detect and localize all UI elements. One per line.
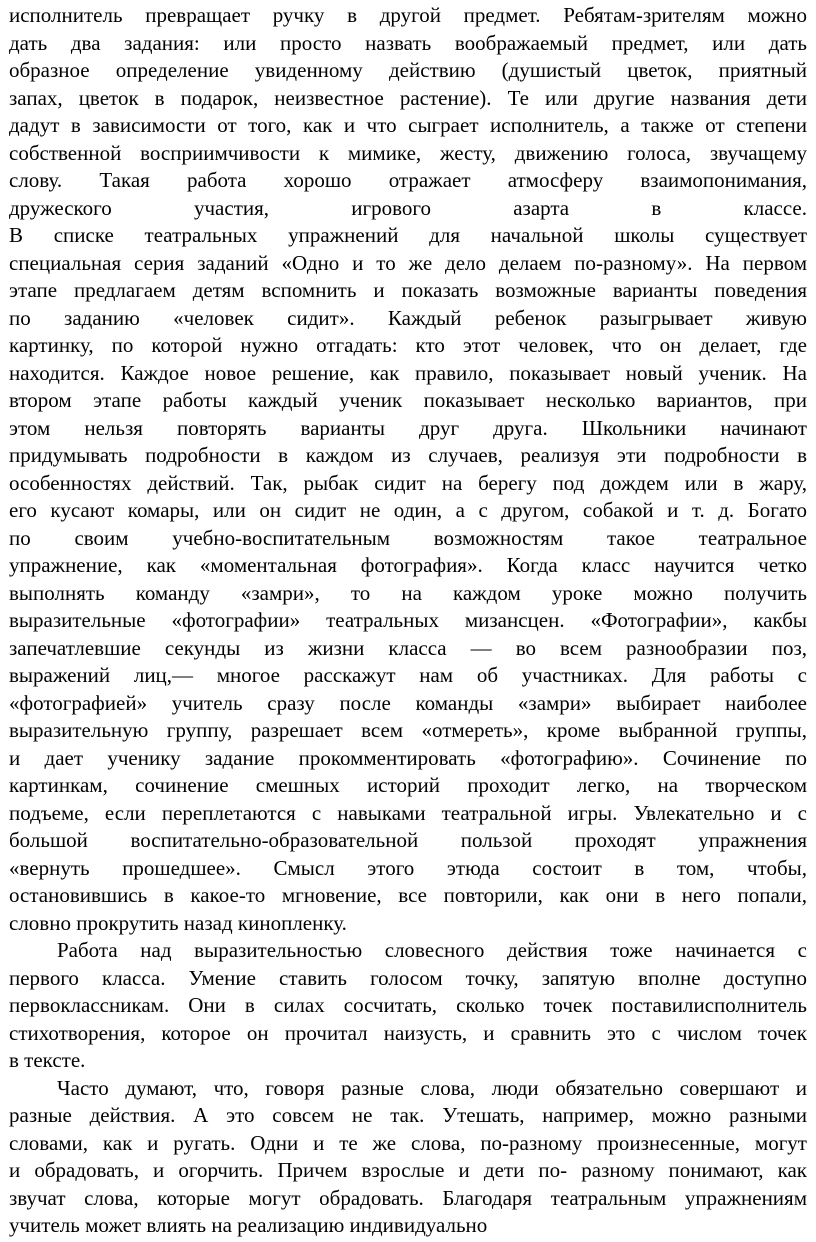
text-line: Работа над выразительностью словесного действия тоже начинается с (57, 938, 807, 962)
text-line: исполнитель превращает ручку в другой предмет. Ребятам-зрителям можно (9, 3, 807, 27)
text-line: словами, как и ругать. Одни и те же слова, по-разному произнесенные, могут (9, 1130, 807, 1155)
text-line: упражнение, как «моментальная фотография». Когда класс научится четко (9, 553, 807, 577)
text-line: втором этапе работы каждый ученик показывает несколько вариантов, при (9, 388, 807, 412)
text-line: и обрадовать, и огорчить. Причем взрослые и дети по- разному понимают, как (9, 1158, 807, 1182)
text-line: выразительные «фотографии» театральных мизансцен. «Фотографии», какбы (9, 608, 807, 632)
text-line: его кусают комары, или он сидит не один, а с другом, собакой и т. д. Богато (9, 498, 807, 522)
text-line: находится. Каждое новое решение, как правило, показывает новый ученик. На (9, 360, 807, 385)
text-line: большой воспитательно-образовательной пользой проходят упражнения (9, 828, 807, 852)
text-line: первоклассникам. Они в силах сосчитать, сколько точек поставилисполнитель (9, 993, 807, 1017)
text-line: выражений лиц,— многое расскажут нам об участниках. Для работы с (9, 663, 807, 687)
text-line: по заданию «человек сидит». Каждый ребенок разыгрывает живую (9, 305, 807, 330)
paragraph-1 (9, 2, 807, 937)
text-line: этапе предлагаем детям вспомнить и показать возможные варианты поведения (9, 278, 807, 302)
text-line: запах, цветок в подарок, неизвестное растение). Те или другие названия дети (9, 85, 807, 110)
text-line: и дает ученику задание прокомментировать «фотографию». Сочинение по (9, 745, 807, 770)
text-line: образное определение увиденному действию (душистый цветок, приятный (9, 58, 807, 82)
text-line: картинкам, сочинение смешных историй проходит легко, на творческом (9, 773, 807, 797)
text-line: стихотворения, которое он прочитал наизусть, и сравнить это с числом точек (9, 1020, 807, 1045)
text-line: остановившись в какое-то мгновение, все повторили, как они в него попали, (9, 883, 807, 907)
text-line: выполнять команду «замри», то на каждом уроке можно получить (9, 580, 807, 605)
text-line: В списке театральных упражнений для начальной школы существует (9, 223, 807, 247)
text-line: учитель может влиять на реализацию индивидуально (9, 1213, 488, 1237)
text-line: в тексте. (9, 1048, 86, 1072)
text-line: Часто думают, что, говоря разные слова, люди обязательно совершают и (57, 1075, 807, 1100)
text-line: картинку, по которой нужно отгадать: кто этот человек, что он делает, где (9, 333, 807, 357)
text-line: особенностях действий. Так, рыбак сидит на берегу под дождем или в жару, (9, 470, 807, 495)
text-line: выразительную группу, разрешает всем «отмереть», кроме выбранной группы, (9, 718, 807, 742)
text-line: слову. Такая работа хорошо отражает атмосферу взаимопонимания, (9, 168, 807, 192)
text-line: «вернуть прошедшее». Смысл этого этюда состоит в том, чтобы, (9, 855, 807, 880)
text-line: запечатлевшие секунды из жизни класса — во всем разнообразии поз, (9, 635, 807, 660)
text-line: по своим учебно-воспитательным возможностям такое театральное (9, 525, 807, 550)
text-line: дадут в зависимости от того, как и что сыграет исполнитель, а также от степени (9, 113, 807, 137)
text-line: первого класса. Умение ставить голосом точку, запятую вполне доступно (9, 965, 807, 990)
text-line: этом нельзя повторять варианты друг друга. Школьники начинают (9, 415, 807, 440)
text-line: придумывать подробности в каждом из случаев, реализуя эти подробности в (9, 443, 807, 467)
text-line: разные действия. А это совсем не так. Утешать, например, можно разными (9, 1103, 807, 1127)
paragraph-2 (9, 937, 807, 1075)
text-line: дать два задания: или просто назвать воображаемый предмет, или дать (9, 30, 807, 55)
text-line: специальная серия заданий «Одно и то же дело делаем по-разному». На первом (9, 250, 807, 275)
text-line: словно прокрутить назад кинопленку. (9, 910, 347, 935)
paragraph-3 (9, 1075, 807, 1240)
text-line: собственной восприимчивости к мимике, жесту, движению голоса, звучащему (9, 140, 807, 165)
text-line: подъеме, если переплетаются с навыками театральной игры. Увлекательно и с (9, 800, 807, 825)
text-line: звучат слова, которые могут обрадовать. Благодаря театральным упражнениям (9, 1185, 807, 1210)
text-line: дружеского участия, игрового азарта в классе. (9, 195, 807, 220)
text-line: «фотографией» учитель сразу после команды «замри» выбирает наиболее (9, 690, 807, 715)
